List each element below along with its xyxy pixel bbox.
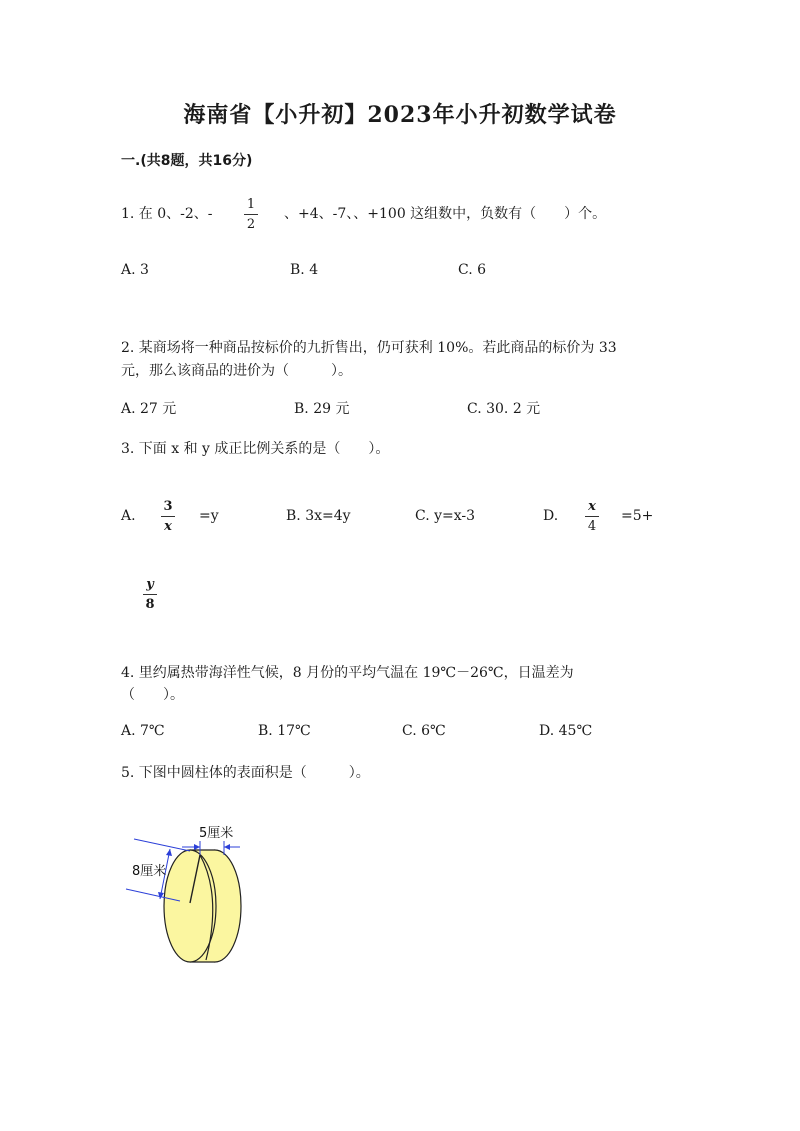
q1-option-b: B. 4 <box>290 262 319 278</box>
q3-option-a-denominator: x <box>164 519 172 534</box>
q1-fraction-denominator: 2 <box>246 217 256 232</box>
q2-option-a: A. 27 元 <box>121 401 177 417</box>
q2-option-b: B. 29 元 <box>294 401 350 417</box>
q2-option-c: C. 30. 2 元 <box>467 401 541 417</box>
section-heading: 一.(共8题，共16分) <box>121 153 253 169</box>
q4-option-d: D. 45℃ <box>539 723 593 739</box>
q1-text-b: 、+4、-7、、+100 这组数中，负数有（ ）个。 <box>284 206 607 222</box>
page-title: 海南省【小升初】2023年小升初数学试卷 <box>183 102 617 128</box>
q4-option-a: A. 7℃ <box>121 723 165 739</box>
height-label: 5厘米 <box>199 826 234 841</box>
q3-option-c: C. y=x-3 <box>415 508 476 524</box>
q4-option-c: C. 6℃ <box>402 723 446 739</box>
q4-line-2: （ ）。 <box>121 687 184 703</box>
cylinder-figure <box>120 815 260 975</box>
q5-text: 5. 下图中圆柱体的表面积是（ ）。 <box>121 765 370 781</box>
q2-line-2: 元，那么该商品的进价为（ ）。 <box>121 363 352 379</box>
q3-option-d-fraction <box>585 499 599 534</box>
q4-line-1: 4. 里约属热带海洋性气候，8 月份的平均气温在 19℃－26℃，日温差为 <box>121 665 574 681</box>
q1-option-c: C. 6 <box>458 262 487 278</box>
q2-line-1: 2. 某商场将一种商品按标价的九折售出，仍可获利 10%。若此商品的标价为 33 <box>121 340 617 356</box>
q4-option-b: B. 17℃ <box>258 723 311 739</box>
q1-fraction-numerator: 1 <box>246 197 256 212</box>
q3-option-a-fraction <box>161 499 175 534</box>
q3-text: 3. 下面 x 和 y 成正比例关系的是（ ）。 <box>121 441 390 457</box>
q3-option-d-denominator: 4 <box>587 519 597 534</box>
q1-text-a: 1. 在 0、-2、- <box>121 206 213 222</box>
radius-label: 8厘米 <box>132 864 167 879</box>
q3-option-d-numerator-2: y <box>146 577 154 592</box>
q1-fraction <box>244 197 258 232</box>
q3-option-a-numerator: 3 <box>163 499 173 514</box>
q3-option-d-numerator: x <box>588 499 596 514</box>
q3-option-d-fraction-2 <box>143 577 157 612</box>
q3-option-a-tail: =y <box>199 508 219 524</box>
q3-option-a-label: A. <box>121 508 136 524</box>
q3-option-d-tail: =5+ <box>621 508 654 524</box>
q3-option-d-label: D. <box>543 508 559 524</box>
q3-option-d-denominator-2: 8 <box>145 597 155 612</box>
q3-option-b: B. 3x=4y <box>286 508 351 524</box>
cylinder-front-face <box>164 850 216 962</box>
q1-option-a: A. 3 <box>121 262 149 278</box>
